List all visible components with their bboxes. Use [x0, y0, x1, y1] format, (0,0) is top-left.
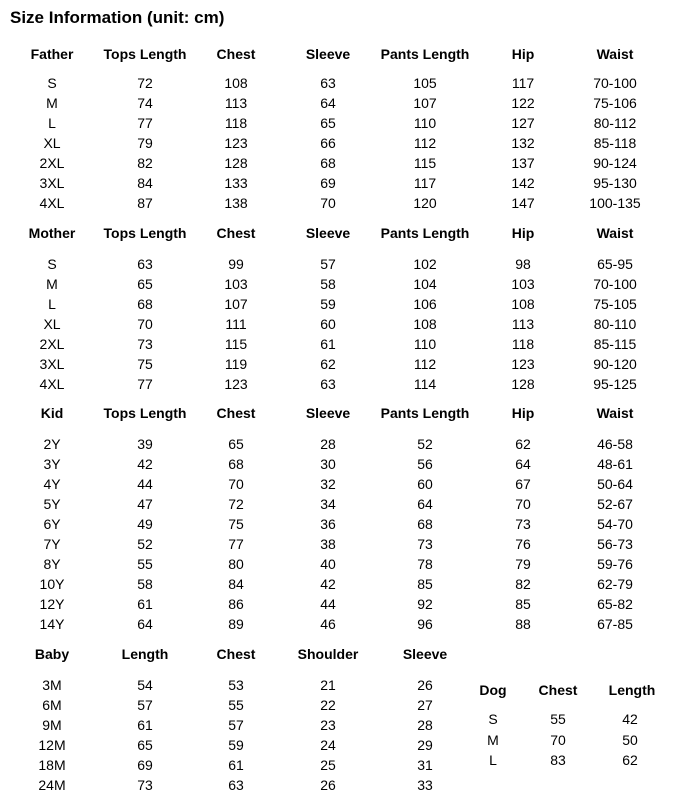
table-cell: 58	[320, 276, 336, 292]
table-cell: 59-76	[597, 556, 633, 572]
column-header: Sleeve	[305, 405, 351, 421]
table-cell: 28	[320, 436, 336, 452]
table-header-row	[0, 644, 685, 664]
table-cell: 9M	[42, 717, 62, 733]
table-cell: 115	[224, 336, 248, 352]
table-cell: 75-105	[593, 296, 637, 312]
table-cell: 61	[320, 336, 336, 352]
column-header: Kid	[40, 405, 64, 421]
table-cell: 69	[137, 757, 153, 773]
table-row	[0, 254, 685, 274]
table-cell: 28	[417, 717, 433, 733]
table-cell: 50	[622, 732, 638, 748]
table-cell: 77	[137, 115, 153, 131]
column-header: Waist	[596, 46, 634, 62]
table-cell: 59	[320, 296, 336, 312]
table-cell: 50-64	[597, 476, 633, 492]
table-cell: 44	[137, 476, 153, 492]
table-cell: 86	[228, 596, 244, 612]
table-cell: 113	[224, 95, 248, 111]
table-cell: 98	[515, 256, 531, 272]
table-row	[0, 374, 685, 394]
table-cell: 12M	[38, 737, 66, 753]
table-cell: 21	[320, 677, 336, 693]
table-cell: 74	[137, 95, 153, 111]
table-cell: 60	[320, 316, 336, 332]
table-cell: 40	[320, 556, 336, 572]
table-cell: 65	[137, 276, 153, 292]
table-cell: M	[487, 732, 499, 748]
table-cell: 73	[515, 516, 531, 532]
table-cell: 82	[515, 576, 531, 592]
table-cell: 83	[550, 752, 566, 768]
table-cell: 77	[228, 536, 244, 552]
table-cell: 8Y	[43, 556, 61, 572]
table-cell: 57	[137, 697, 153, 713]
table-cell: 77	[137, 376, 153, 392]
table-cell: 62	[320, 356, 336, 372]
table-cell: 103	[224, 276, 248, 292]
table-cell: 2XL	[39, 336, 65, 352]
column-header: Sleeve	[305, 225, 351, 241]
table-cell: 56-73	[597, 536, 633, 552]
table-cell: 64	[320, 95, 336, 111]
table-cell: 26	[417, 677, 433, 693]
table-cell: 85	[417, 576, 433, 592]
table-cell: 55	[550, 711, 566, 727]
table-cell: 90-120	[593, 356, 637, 372]
table-cell: 123	[224, 376, 248, 392]
table-cell: 92	[417, 596, 433, 612]
table-cell: XL	[43, 316, 61, 332]
table-cell: 27	[417, 697, 433, 713]
table-cell: 70	[515, 496, 531, 512]
table-cell: 65-95	[597, 256, 633, 272]
column-header: Chest	[216, 405, 256, 421]
table-cell: 128	[511, 376, 535, 392]
table-cell: 55	[228, 697, 244, 713]
column-header: Pants Length	[380, 405, 470, 421]
table-row	[0, 614, 685, 634]
table-cell: 79	[515, 556, 531, 572]
table-cell: 29	[417, 737, 433, 753]
table-cell: 70	[228, 476, 244, 492]
table-cell: 95-130	[593, 175, 637, 191]
table-cell: 32	[320, 476, 336, 492]
table-cell: 46	[320, 616, 336, 632]
table-cell: 63	[137, 256, 153, 272]
column-header: Length	[608, 682, 656, 698]
table-cell: 38	[320, 536, 336, 552]
table-cell: 52	[137, 536, 153, 552]
table-cell: 56	[417, 456, 433, 472]
table-cell: 25	[320, 757, 336, 773]
table-cell: 2XL	[39, 155, 65, 171]
table-row	[0, 294, 685, 314]
table-cell: 138	[224, 195, 248, 211]
table-cell: 31	[417, 757, 433, 773]
column-header: Hip	[511, 225, 535, 241]
table-cell: 65-82	[597, 596, 633, 612]
column-header: Mother	[28, 225, 76, 241]
table-cell: 65	[320, 115, 336, 131]
table-row	[0, 594, 685, 614]
table-cell: 122	[511, 95, 535, 111]
table-cell: 68	[228, 456, 244, 472]
table-cell: 42	[320, 576, 336, 592]
table-cell: 61	[228, 757, 244, 773]
table-cell: 39	[137, 436, 153, 452]
table-cell: 3XL	[39, 175, 65, 191]
table-cell: 112	[413, 356, 437, 372]
table-cell: 5Y	[43, 496, 61, 512]
column-header: Chest	[216, 46, 256, 62]
table-cell: 117	[511, 75, 535, 91]
table-cell: 63	[320, 75, 336, 91]
table-cell: 65	[137, 737, 153, 753]
table-cell: S	[47, 256, 57, 272]
table-cell: 48-61	[597, 456, 633, 472]
table-cell: 67-85	[597, 616, 633, 632]
table-row	[0, 113, 685, 133]
table-row	[0, 574, 685, 594]
table-cell: 68	[417, 516, 433, 532]
table-cell: 127	[511, 115, 535, 131]
table-row	[0, 494, 685, 514]
table-cell: 110	[413, 115, 437, 131]
table-cell: S	[488, 711, 498, 727]
table-row	[0, 274, 685, 294]
table-cell: 75	[228, 516, 244, 532]
table-row	[0, 750, 685, 770]
table-cell: 62	[515, 436, 531, 452]
table-cell: 117	[413, 175, 437, 191]
table-cell: 105	[413, 75, 437, 91]
table-cell: 115	[413, 155, 437, 171]
table-cell: 85-115	[593, 336, 637, 352]
table-cell: 85-118	[593, 135, 637, 151]
table-cell: 78	[417, 556, 433, 572]
table-cell: 26	[320, 777, 336, 793]
table-header-row	[0, 44, 685, 64]
table-cell: 58	[137, 576, 153, 592]
table-cell: 76	[515, 536, 531, 552]
table-cell: 112	[413, 135, 437, 151]
table-cell: 65	[228, 436, 244, 452]
table-header-row	[0, 680, 685, 700]
table-cell: 73	[137, 777, 153, 793]
column-header: Pants Length	[380, 46, 470, 62]
table-cell: 87	[137, 195, 153, 211]
table-cell: 84	[137, 175, 153, 191]
table-row	[0, 775, 685, 795]
table-row	[0, 334, 685, 354]
table-cell: 33	[417, 777, 433, 793]
table-cell: 80	[228, 556, 244, 572]
table-header-row	[0, 223, 685, 243]
table-cell: 47	[137, 496, 153, 512]
table-cell: 7Y	[43, 536, 61, 552]
table-cell: 3Y	[43, 456, 61, 472]
column-header: Sleeve	[402, 646, 448, 662]
table-cell: 72	[228, 496, 244, 512]
table-cell: 54	[137, 677, 153, 693]
table-cell: 64	[417, 496, 433, 512]
table-cell: XL	[43, 135, 61, 151]
table-cell: 88	[515, 616, 531, 632]
table-cell: 70	[320, 195, 336, 211]
table-row	[0, 354, 685, 374]
table-cell: 133	[224, 175, 248, 191]
table-cell: 23	[320, 717, 336, 733]
table-cell: 64	[515, 456, 531, 472]
table-cell: 53	[228, 677, 244, 693]
table-cell: 4XL	[39, 376, 65, 392]
column-header: Tops Length	[103, 225, 187, 241]
table-cell: 90-124	[593, 155, 637, 171]
table-cell: 132	[511, 135, 535, 151]
table-cell: 46-58	[597, 436, 633, 452]
table-cell: 120	[413, 195, 437, 211]
table-cell: 89	[228, 616, 244, 632]
column-header: Pants Length	[380, 225, 470, 241]
table-cell: 54-70	[597, 516, 633, 532]
column-header: Waist	[596, 405, 634, 421]
table-cell: 6M	[42, 697, 62, 713]
table-cell: 24	[320, 737, 336, 753]
table-cell: 59	[228, 737, 244, 753]
table-cell: 18M	[38, 757, 66, 773]
column-header: Chest	[216, 225, 256, 241]
column-header: Hip	[511, 405, 535, 421]
table-cell: 123	[511, 356, 535, 372]
table-cell: 100-135	[589, 195, 641, 211]
table-cell: 103	[511, 276, 535, 292]
column-header: Chest	[538, 682, 578, 698]
column-header: Dog	[479, 682, 507, 698]
table-cell: 10Y	[39, 576, 65, 592]
table-cell: 70-100	[593, 276, 637, 292]
table-row	[0, 153, 685, 173]
table-cell: 68	[137, 296, 153, 312]
table-cell: 108	[413, 316, 437, 332]
table-cell: 123	[224, 135, 248, 151]
table-cell: 110	[413, 336, 437, 352]
table-cell: 4Y	[43, 476, 61, 492]
table-row	[0, 434, 685, 454]
table-cell: 142	[511, 175, 535, 191]
table-row	[0, 314, 685, 334]
table-row	[0, 93, 685, 113]
page-title: Size Information (unit: cm)	[10, 8, 225, 27]
table-cell: 61	[137, 596, 153, 612]
table-cell: 3XL	[39, 356, 65, 372]
table-cell: 62-79	[597, 576, 633, 592]
table-cell: 63	[228, 777, 244, 793]
table-cell: 55	[137, 556, 153, 572]
table-cell: 99	[228, 256, 244, 272]
table-cell: 118	[224, 115, 248, 131]
table-cell: 49	[137, 516, 153, 532]
table-cell: 119	[224, 356, 248, 372]
table-cell: 104	[413, 276, 437, 292]
table-cell: 128	[224, 155, 248, 171]
table-cell: 14Y	[39, 616, 65, 632]
table-row	[0, 193, 685, 213]
table-cell: 108	[511, 296, 535, 312]
table-cell: 70	[550, 732, 566, 748]
table-cell: 147	[511, 195, 535, 211]
table-cell: 79	[137, 135, 153, 151]
table-cell: 34	[320, 496, 336, 512]
table-cell: 30	[320, 456, 336, 472]
table-cell: 44	[320, 596, 336, 612]
table-cell: 61	[137, 717, 153, 733]
column-header: Sleeve	[305, 46, 351, 62]
table-cell: 114	[413, 376, 437, 392]
column-header: Tops Length	[103, 405, 187, 421]
table-cell: 96	[417, 616, 433, 632]
table-cell: L	[48, 296, 56, 312]
table-cell: M	[46, 276, 58, 292]
column-header: Chest	[216, 646, 256, 662]
table-row	[0, 730, 685, 750]
table-cell: 75-106	[593, 95, 637, 111]
column-header: Shoulder	[297, 646, 359, 662]
table-cell: 95-125	[593, 376, 637, 392]
table-cell: 66	[320, 135, 336, 151]
table-cell: 3M	[42, 677, 62, 693]
table-cell: 107	[413, 95, 437, 111]
column-header: Waist	[596, 225, 634, 241]
table-row	[0, 534, 685, 554]
table-cell: 137	[511, 155, 535, 171]
table-row	[0, 173, 685, 193]
table-cell: 57	[320, 256, 336, 272]
table-cell: 36	[320, 516, 336, 532]
table-cell: 42	[137, 456, 153, 472]
table-cell: M	[46, 95, 58, 111]
table-cell: 85	[515, 596, 531, 612]
table-cell: 68	[320, 155, 336, 171]
table-cell: 64	[137, 616, 153, 632]
table-cell: 80-112	[593, 115, 637, 131]
table-cell: 12Y	[39, 596, 65, 612]
table-cell: 107	[224, 296, 248, 312]
table-row	[0, 709, 685, 729]
table-cell: 69	[320, 175, 336, 191]
table-cell: 4XL	[39, 195, 65, 211]
table-row	[0, 554, 685, 574]
table-cell: 60	[417, 476, 433, 492]
table-row	[0, 514, 685, 534]
table-cell: 118	[511, 336, 535, 352]
table-cell: 52-67	[597, 496, 633, 512]
table-cell: 73	[417, 536, 433, 552]
table-cell: 22	[320, 697, 336, 713]
table-cell: L	[48, 115, 56, 131]
table-cell: 113	[511, 316, 535, 332]
column-header: Tops Length	[103, 46, 187, 62]
table-row	[0, 454, 685, 474]
table-cell: 106	[413, 296, 437, 312]
table-cell: 72	[137, 75, 153, 91]
table-cell: 70	[137, 316, 153, 332]
column-header: Length	[121, 646, 169, 662]
table-cell: 75	[137, 356, 153, 372]
table-cell: 52	[417, 436, 433, 452]
table-row	[0, 474, 685, 494]
table-cell: 82	[137, 155, 153, 171]
table-cell: 70-100	[593, 75, 637, 91]
column-header: Father	[30, 46, 74, 62]
table-header-row	[0, 403, 685, 423]
table-cell: 57	[228, 717, 244, 733]
table-cell: 24M	[38, 777, 66, 793]
table-cell: 108	[224, 75, 248, 91]
column-header: Hip	[511, 46, 535, 62]
table-cell: 80-110	[593, 316, 637, 332]
table-cell: 6Y	[43, 516, 61, 532]
column-header: Baby	[34, 646, 70, 662]
table-cell: 67	[515, 476, 531, 492]
table-cell: 102	[413, 256, 437, 272]
table-cell: 62	[622, 752, 638, 768]
table-cell: 111	[225, 316, 247, 332]
table-row	[0, 133, 685, 153]
table-cell: 84	[228, 576, 244, 592]
table-cell: L	[489, 752, 497, 768]
table-cell: 63	[320, 376, 336, 392]
table-cell: 42	[622, 711, 638, 727]
table-cell: 73	[137, 336, 153, 352]
table-cell: 2Y	[43, 436, 61, 452]
table-row	[0, 73, 685, 93]
table-cell: S	[47, 75, 57, 91]
